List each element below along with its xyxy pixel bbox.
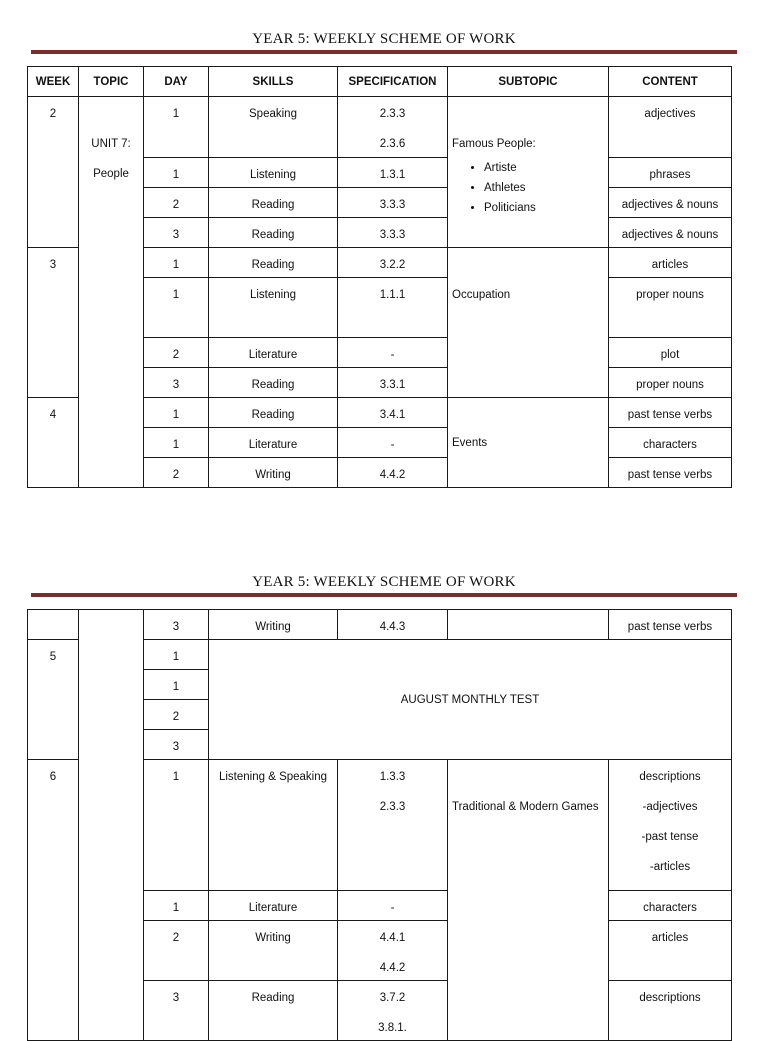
day-cell: 1 <box>144 670 209 700</box>
spec-value: 4.4.1 <box>379 932 406 944</box>
content-value: -past tense <box>641 831 699 843</box>
content-cell: adjectives & nouns <box>609 218 732 248</box>
subtopic-cell <box>448 610 609 640</box>
day-cell: 1 <box>144 428 209 458</box>
header-specification: SPECIFICATION <box>338 67 448 97</box>
week-cell: 5 <box>28 640 79 760</box>
spec-cell: 3.3.1 <box>338 368 448 398</box>
spec-value: 1.3.3 <box>379 771 406 783</box>
spec-cell: - <box>338 428 448 458</box>
day-cell: 2 <box>144 921 209 981</box>
page-title: YEAR 5: WEEKLY SCHEME OF WORK <box>252 574 516 590</box>
skill-cell: Reading <box>209 248 338 278</box>
day-cell: 3 <box>144 730 209 760</box>
topic-cell <box>79 97 144 488</box>
scheme-table-continued <box>27 609 732 1041</box>
header-week: WEEK <box>28 67 79 97</box>
skill-cell: Reading <box>209 981 338 1041</box>
content-cell: plot <box>609 338 732 368</box>
day-cell: 3 <box>144 368 209 398</box>
subtopic-cell <box>448 97 609 248</box>
week-cell: 6 <box>28 760 79 1041</box>
day-cell: 1 <box>144 248 209 278</box>
skill-cell: Speaking <box>209 97 338 158</box>
spec-cell: 3.2.2 <box>338 248 448 278</box>
day-cell: 2 <box>144 458 209 488</box>
content-cell: descriptions <box>609 981 732 1041</box>
content-cell: adjectives <box>609 97 732 158</box>
skill-cell: Writing <box>209 610 338 640</box>
subtopic-cell: Occupation <box>448 248 609 398</box>
day-cell: 1 <box>144 158 209 188</box>
spec-cell <box>338 760 448 891</box>
subtopic-cell: Events <box>448 398 609 488</box>
content-cell <box>609 760 732 891</box>
week-cell: 4 <box>28 398 79 488</box>
content-cell: articles <box>609 921 732 981</box>
spec-cell: 4.4.3 <box>338 610 448 640</box>
list-item: • Athletes <box>484 181 608 195</box>
page-title: YEAR 5: WEEKLY SCHEME OF WORK <box>252 31 516 47</box>
content-cell: articles <box>609 248 732 278</box>
topic-name: People <box>93 168 129 180</box>
week-cell <box>28 610 79 640</box>
content-cell: proper nouns <box>609 368 732 398</box>
skill-cell: Listening & Speaking <box>209 760 338 891</box>
skill-cell: Reading <box>209 188 338 218</box>
spec-value: 3.7.2 <box>379 992 406 1004</box>
spec-cell <box>338 97 448 158</box>
content-cell: characters <box>609 428 732 458</box>
skill-cell: Literature <box>209 428 338 458</box>
spec-value: 2.3.3 <box>379 108 406 120</box>
spec-value: 4.4.2 <box>379 962 406 974</box>
content-cell: past tense verbs <box>609 398 732 428</box>
spec-cell: 3.4.1 <box>338 398 448 428</box>
content-value: -adjectives <box>642 801 698 813</box>
spec-cell: 1.1.1 <box>338 278 448 338</box>
table-row <box>28 610 732 640</box>
skill-cell: Literature <box>209 338 338 368</box>
spec-cell: - <box>338 338 448 368</box>
monthly-test-cell: AUGUST MONTHLY TEST <box>209 640 732 760</box>
spec-cell: - <box>338 891 448 921</box>
header-subtopic: SUBTOPIC <box>448 67 609 97</box>
header-row <box>28 67 732 97</box>
subtopic-title: Famous People: <box>452 138 536 150</box>
subtopic-list <box>452 161 608 215</box>
spec-cell: 3.3.3 <box>338 218 448 248</box>
day-cell: 1 <box>144 398 209 428</box>
spec-cell: 4.4.2 <box>338 458 448 488</box>
day-cell: 2 <box>144 338 209 368</box>
skill-cell: Reading <box>209 218 338 248</box>
list-item: • Artiste <box>484 161 608 175</box>
day-cell: 1 <box>144 278 209 338</box>
day-cell: 1 <box>144 891 209 921</box>
week-cell: 2 <box>28 97 79 248</box>
skill-cell: Listening <box>209 278 338 338</box>
day-cell: 3 <box>144 981 209 1041</box>
day-cell: 1 <box>144 760 209 891</box>
content-value: descriptions <box>639 771 701 783</box>
topic-unit: UNIT 7: <box>91 138 131 150</box>
content-cell: past tense verbs <box>609 610 732 640</box>
content-cell: past tense verbs <box>609 458 732 488</box>
spec-value: 2.3.6 <box>379 138 406 150</box>
day-cell: 1 <box>144 97 209 158</box>
content-cell: proper nouns <box>609 278 732 338</box>
spec-cell: 1.3.1 <box>338 158 448 188</box>
title-rule <box>31 50 737 54</box>
skill-cell: Writing <box>209 458 338 488</box>
spec-value: 2.3.3 <box>379 801 406 813</box>
day-cell: 1 <box>144 640 209 670</box>
skill-cell: Literature <box>209 891 338 921</box>
list-item: • Politicians <box>484 201 608 215</box>
title-rule <box>31 593 737 597</box>
skill-cell: Writing <box>209 921 338 981</box>
spec-cell: 3.3.3 <box>338 188 448 218</box>
spec-cell <box>338 981 448 1041</box>
week-cell: 3 <box>28 248 79 398</box>
day-cell: 2 <box>144 700 209 730</box>
skill-cell: Reading <box>209 398 338 428</box>
content-cell: characters <box>609 891 732 921</box>
table-row <box>28 97 732 158</box>
content-value: -articles <box>649 861 691 873</box>
skill-cell: Listening <box>209 158 338 188</box>
spec-cell <box>338 921 448 981</box>
header-content: CONTENT <box>609 67 732 97</box>
content-cell: adjectives & nouns <box>609 188 732 218</box>
spec-value: 3.8.1. <box>378 1022 407 1034</box>
content-cell: phrases <box>609 158 732 188</box>
scheme-table <box>27 66 732 488</box>
header-skills: SKILLS <box>209 67 338 97</box>
day-cell: 3 <box>144 610 209 640</box>
day-cell: 2 <box>144 188 209 218</box>
header-day: DAY <box>144 67 209 97</box>
topic-cell <box>79 610 144 1041</box>
header-topic: TOPIC <box>79 67 144 97</box>
skill-cell: Reading <box>209 368 338 398</box>
subtopic-cell: Traditional & Modern Games <box>448 760 609 1041</box>
day-cell: 3 <box>144 218 209 248</box>
